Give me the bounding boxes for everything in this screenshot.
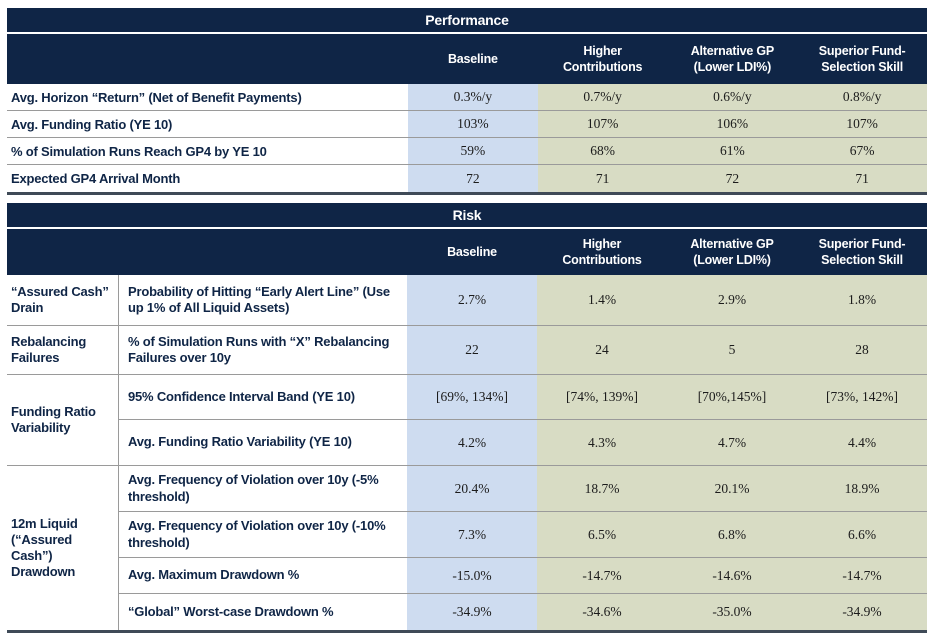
- value-cell: 4.4%: [797, 420, 927, 465]
- value-cell: 107%: [797, 111, 927, 137]
- column-header-higher-contributions: Higher Contributions: [562, 43, 643, 74]
- value-cell: 6.8%: [667, 512, 797, 557]
- value-cell: 71: [538, 165, 668, 192]
- column-header-alternative-gp: Alternative GP (Lower LDI%): [690, 43, 775, 74]
- table-row: [119, 466, 927, 512]
- metric-label: Avg. Frequency of Violation over 10y (-5% threshold): [119, 466, 407, 511]
- risk-category-label: 12m Liquid (“Assured Cash”) Drawdown: [7, 466, 119, 630]
- metric-label: “Global” Worst-case Drawdown %: [119, 594, 407, 630]
- risk-table: [7, 203, 927, 633]
- value-cell: -14.7%: [537, 558, 667, 593]
- risk-group-assured-cash-drain: [7, 275, 927, 326]
- value-cell: 103%: [408, 111, 538, 137]
- value-cell: 0.8%/y: [797, 84, 927, 110]
- row-label: Avg. Funding Ratio (YE 10): [7, 111, 408, 137]
- value-cell: -14.7%: [797, 558, 927, 593]
- risk-category-label: Rebalancing Failures: [7, 326, 119, 374]
- value-cell: -34.9%: [797, 594, 927, 630]
- column-header-alternative-gp: Alternative GP (Lower LDI%): [690, 236, 774, 267]
- value-cell: -14.6%: [667, 558, 797, 593]
- value-cell: -34.6%: [537, 594, 667, 630]
- value-cell: 22: [407, 326, 537, 374]
- value-cell: -34.9%: [407, 594, 537, 630]
- value-cell: 72: [668, 165, 798, 192]
- performance-header-row: [7, 34, 927, 84]
- value-cell: 61%: [668, 138, 798, 164]
- value-cell: 24: [537, 326, 667, 374]
- table-row: [119, 375, 927, 420]
- value-cell: [69%, 134%]: [407, 375, 537, 419]
- value-cell: 20.4%: [407, 466, 537, 511]
- value-cell: 0.3%/y: [408, 84, 538, 110]
- value-cell: 1.8%: [797, 275, 927, 325]
- value-cell: 0.7%/y: [538, 84, 668, 110]
- column-header-higher-contributions: Higher Contributions: [562, 236, 642, 267]
- value-cell: 67%: [797, 138, 927, 164]
- value-cell: -15.0%: [407, 558, 537, 593]
- column-header-baseline: Baseline: [447, 51, 498, 66]
- value-cell: 106%: [668, 111, 798, 137]
- value-cell: 18.9%: [797, 466, 927, 511]
- table-row: [7, 111, 927, 138]
- metric-label: Avg. Maximum Drawdown %: [119, 558, 407, 593]
- value-cell: 0.6%/y: [668, 84, 798, 110]
- risk-table-title: Risk: [7, 203, 927, 227]
- row-label: Expected GP4 Arrival Month: [7, 165, 408, 192]
- value-cell: [74%, 139%]: [537, 375, 667, 419]
- metric-label: Avg. Funding Ratio Variability (YE 10): [119, 420, 407, 465]
- risk-category-label: “Assured Cash” Drain: [7, 275, 119, 325]
- risk-group-12m-liquid-drawdown: [7, 466, 927, 630]
- value-cell: 4.7%: [667, 420, 797, 465]
- value-cell: 4.2%: [407, 420, 537, 465]
- metric-label: % of Simulation Runs with “X” Rebalancing Failures over 10y: [119, 326, 407, 374]
- table-row: [119, 275, 927, 325]
- value-cell: 4.3%: [537, 420, 667, 465]
- value-cell: 71: [797, 165, 927, 192]
- risk-header-row: [7, 229, 927, 275]
- table-row: [7, 84, 927, 111]
- value-cell: 5: [667, 326, 797, 374]
- risk-group-rebalancing-failures: [7, 326, 927, 375]
- row-label: Avg. Horizon “Return” (Net of Benefit Payments): [7, 84, 408, 110]
- table-row: [119, 326, 927, 374]
- risk-group-funding-ratio-variability: [7, 375, 927, 466]
- value-cell: [73%, 142%]: [797, 375, 927, 419]
- table-row: [119, 512, 927, 558]
- column-header-baseline: Baseline: [447, 244, 497, 259]
- value-cell: 20.1%: [667, 466, 797, 511]
- performance-table-title: Performance: [7, 8, 927, 32]
- value-cell: 68%: [538, 138, 668, 164]
- value-cell: [70%,145%]: [667, 375, 797, 419]
- value-cell: 72: [408, 165, 538, 192]
- metric-label: Probability of Hitting “Early Alert Line” (Use up 1% of All Liquid Assets): [119, 275, 407, 325]
- risk-category-label: Funding Ratio Variability: [7, 375, 119, 465]
- value-cell: -35.0%: [667, 594, 797, 630]
- metric-label: Avg. Frequency of Violation over 10y (-10% threshold): [119, 512, 407, 557]
- table-row: [7, 138, 927, 165]
- value-cell: 7.3%: [407, 512, 537, 557]
- row-label: % of Simulation Runs Reach GP4 by YE 10: [7, 138, 408, 164]
- value-cell: 2.7%: [407, 275, 537, 325]
- value-cell: 1.4%: [537, 275, 667, 325]
- table-row: [119, 558, 927, 594]
- value-cell: 28: [797, 326, 927, 374]
- value-cell: 107%: [538, 111, 668, 137]
- performance-table: [7, 8, 927, 195]
- table-row: [119, 594, 927, 630]
- value-cell: 59%: [408, 138, 538, 164]
- column-header-superior-skill: Superior Fund-Selection Skill: [818, 236, 906, 267]
- value-cell: 6.5%: [537, 512, 667, 557]
- table-row: [119, 420, 927, 465]
- table-row: [7, 165, 927, 192]
- column-header-superior-skill: Superior Fund-Selection Skill: [818, 43, 906, 74]
- value-cell: 18.7%: [537, 466, 667, 511]
- value-cell: 6.6%: [797, 512, 927, 557]
- metric-label: 95% Confidence Interval Band (YE 10): [119, 375, 407, 419]
- value-cell: 2.9%: [667, 275, 797, 325]
